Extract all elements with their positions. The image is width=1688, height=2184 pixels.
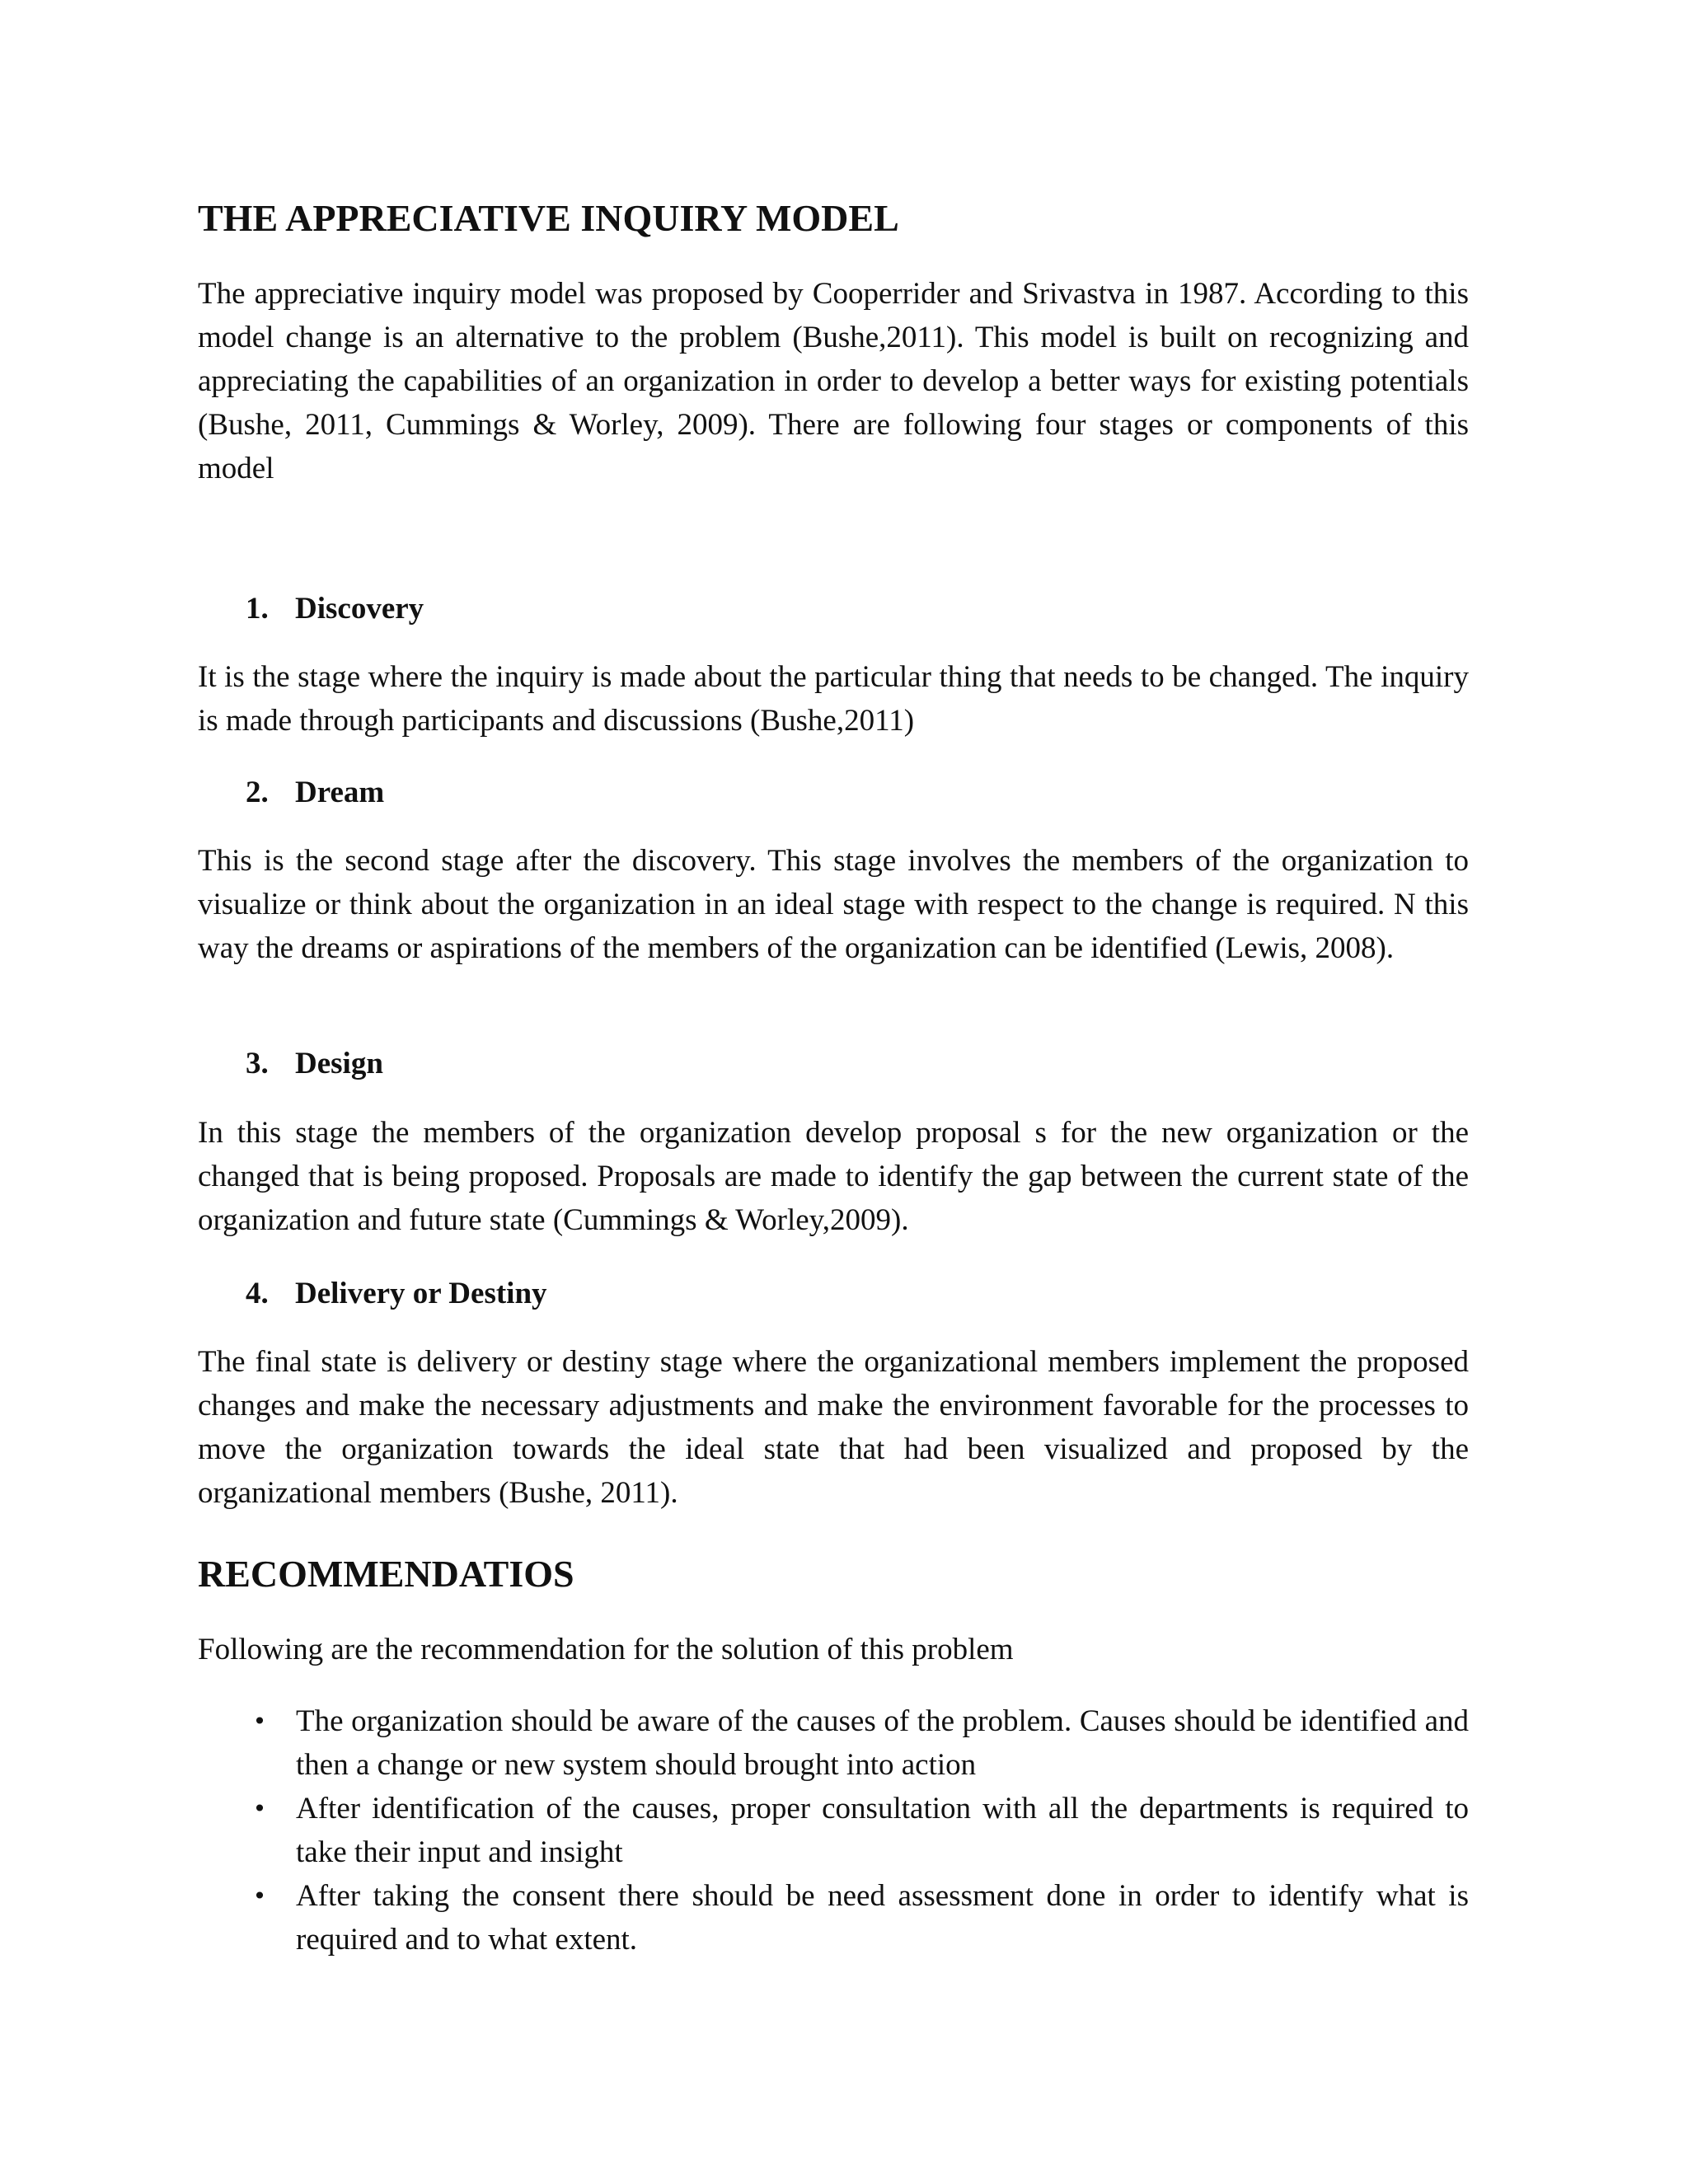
bullet-icon: • [252, 1795, 267, 1822]
stage-paragraph-delivery: The final state is delivery or destiny stage where the organizational members implement the proposed changes and make the necessary adjustments and make the environment favorable for the processes to move the organization towards the ideal state that had been visualized and proposed by the organizational members (Bushe, 2011). [198, 1345, 1469, 1510]
stage-heading-delivery [246, 1272, 547, 1315]
stage-number: 2. [246, 776, 269, 809]
recommendations-intro: Following are the recommendation for the solution of this problem [198, 1633, 1014, 1666]
stage-number: 1. [246, 592, 269, 626]
list-item-text: The organization should be aware of the causes of the problem. Causes should be identified and then a change or new system should brought into action [296, 1704, 1469, 1782]
stage-number: 4. [246, 1277, 269, 1310]
stage-title: Dream [295, 776, 385, 809]
list-item [198, 1874, 1469, 1961]
intro-paragraph: The appreciative inquiry model was proposed by Cooperrider and Srivastva in 1987. According to this model change is an alternative to the problem (Bushe,2011). This model is built on recognizing and appreciating the capabilities of an organization in order to develop a better ways for existing potentials (Bushe, 2011, Cummings & Worley, 2009). There are following four stages or components of this model [198, 277, 1469, 485]
recommendations-list [198, 1699, 1469, 1961]
stage-number: 3. [246, 1047, 269, 1080]
list-item [198, 1787, 1469, 1874]
list-item-text: After identification of the causes, proper consultation with all the departments is required to take their input and insight [296, 1792, 1469, 1869]
bullet-icon: • [252, 1708, 267, 1735]
list-item [198, 1699, 1469, 1787]
bullet-icon: • [252, 1882, 267, 1910]
stage-paragraph-design: In this stage the members of the organization develop proposal s for the new organization or the changed that is being proposed. Proposals are made to identify the gap between the current state of the organization and future state (Cummings & Worley,2009). [198, 1116, 1469, 1237]
stage-paragraph-dream: This is the second stage after the discovery. This stage involves the members of the organization to visualize or think about the organization in an ideal stage with respect to the change is required. N this way the dreams or aspirations of the members of the organization can be identified (Lewis, 2008). [198, 844, 1469, 965]
stage-title: Delivery or Destiny [295, 1277, 547, 1310]
list-item-text: After taking the consent there should be need assessment done in order to identify what is required and to what extent. [296, 1879, 1469, 1957]
stage-title: Design [295, 1047, 383, 1080]
stage-heading-design [246, 1042, 383, 1085]
stage-heading-discovery [246, 587, 424, 630]
stage-heading-dream [246, 771, 384, 814]
page-title: THE APPRECIATIVE INQUIRY MODEL [198, 197, 899, 239]
stage-title: Discovery [295, 592, 424, 626]
stage-paragraph-discovery: It is the stage where the inquiry is made about the particular thing that needs to be changed. The inquiry is made through participants and discussions (Bushe,2011) [198, 660, 1469, 738]
recommendations-heading: RECOMMENDATIOS [198, 1553, 574, 1595]
